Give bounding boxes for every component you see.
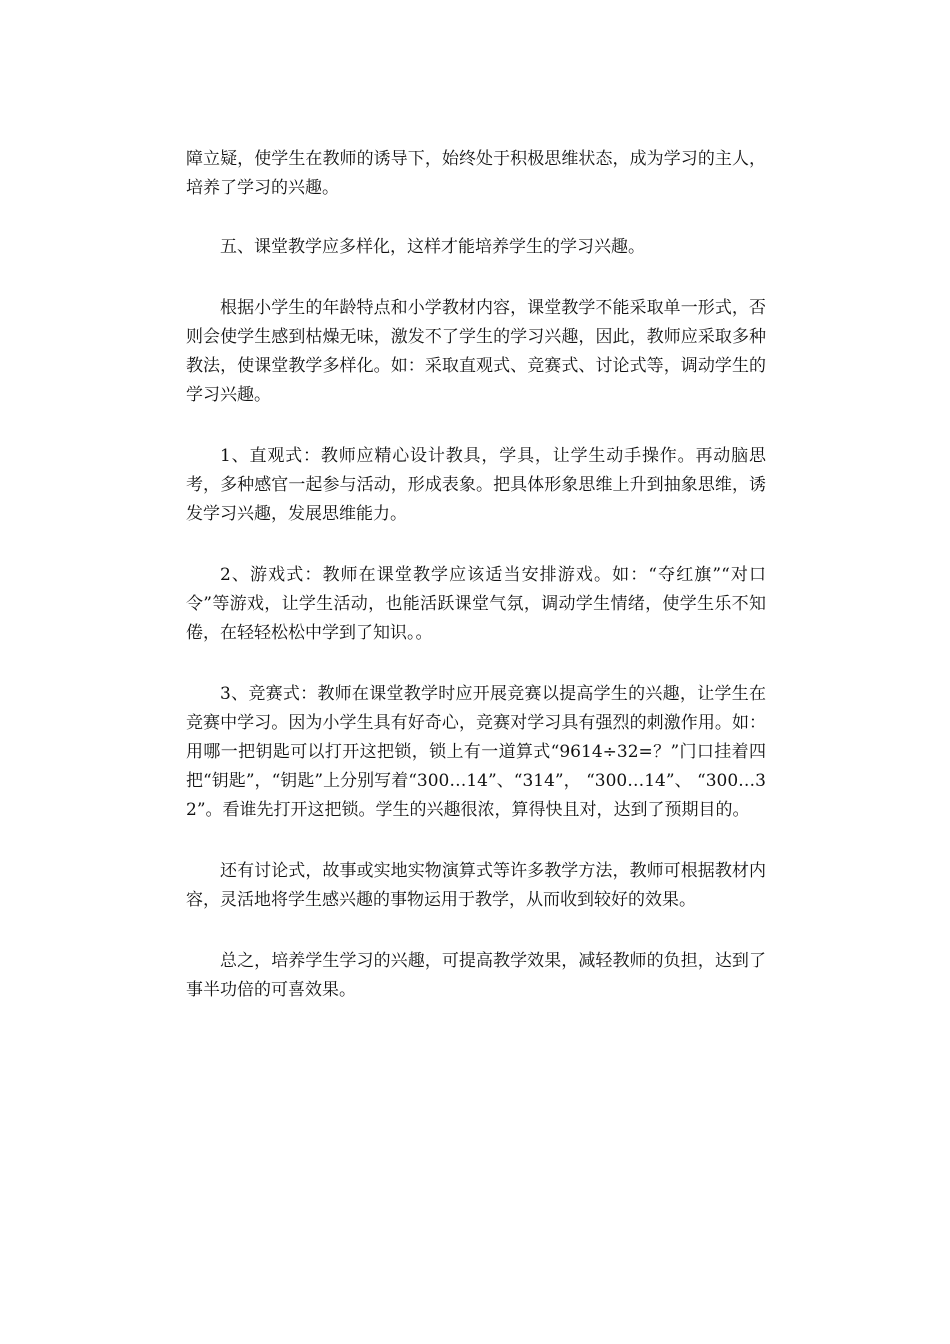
paragraph-intuitive-method: 1、直观式：教师应精心设计教具，学具，让学生动手操作。再动脑思考，多种感官一起参与活动，形成表象。把具体形象思维上升到抽象思维，诱发学习兴趣，发展思维能力。 [186,446,766,524]
paragraph-competition-method: 3、竞赛式：教师在课堂教学时应开展竞赛以提高学生的兴趣，让学生在竞赛中学习。因为小学生具有好奇心，竞赛对学习具有强烈的刺激作用。如：用哪一把钥匙可以打开这把锁，锁上有一道算式“9614÷32=？”门口挂着四把“钥匙”，“钥匙”上分别写着“300…14”、“314”， “300…14”、 “300…32”。看谁先打开这把锁。学生的兴趣很浓，算得快且对，达到了预期目的。 [186,684,766,820]
document-body [186,145,766,1037]
paragraph-other-methods: 还有讨论式，故事或实地实物演算式等许多教学方法，教师可根据教材内容，灵活地将学生感兴趣的事物运用于教学，从而收到较好的效果。 [186,861,766,910]
paragraph-game-method: 2、游戏式：教师在课堂教学应该适当安排游戏。如：“夺红旗”“对口令”等游戏，让学生活动，也能活跃课堂气氛，调动学生情绪，使学生乐不知倦，在轻轻松松中学到了知识。。 [186,565,766,643]
paragraph-conclusion: 总之，培养学生学习的兴趣，可提高教学效果，减轻教师的负担，达到了事半功倍的可喜效果。 [186,951,766,1000]
paragraph-continuation: 障立疑，使学生在教师的诱导下，始终处于积极思维状态，成为学习的主人，培养了学习的兴趣。 [186,149,766,198]
paragraph-diversified-teaching: 根据小学生的年龄特点和小学教材内容，课堂教学不能采取单一形式，否则会使学生感到枯燥无味，激发不了学生的学习兴趣，因此，教师应采取多种教法，使课堂教学多样化。如：采取直观式、竞赛式、讨论式等，调动学生的学习兴趣。 [186,298,766,405]
section-heading-five: 五、课堂教学应多样化，这样才能培养学生的学习兴趣。 [220,237,645,257]
